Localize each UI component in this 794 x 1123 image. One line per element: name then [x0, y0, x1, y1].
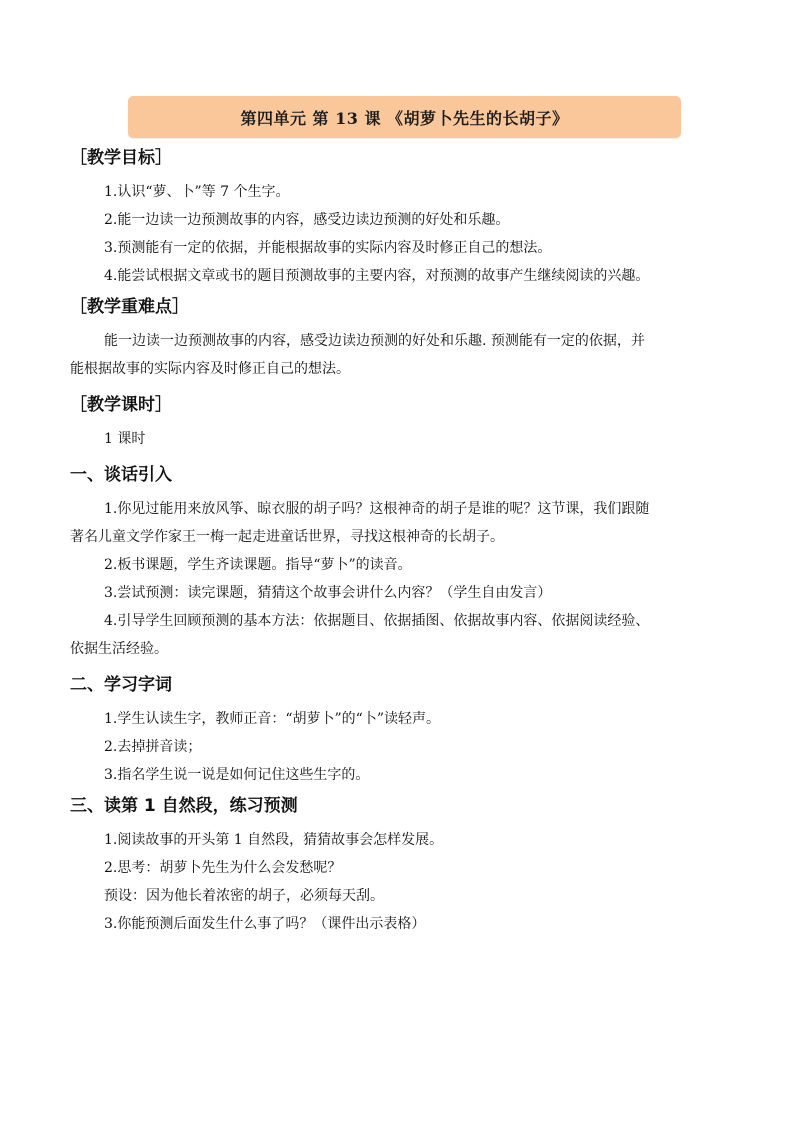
- intro-line: 2.板书课题，学生齐读课题。指导“萝卜”的读音。: [104, 557, 412, 573]
- objective-item: 1.认识“萝、卜”等 7 个生字。: [104, 184, 290, 200]
- predict-item: 2.思考：胡萝卜先生为什么会发愁呢？: [104, 860, 342, 876]
- intro-line: 3.尝试预测：读完课题，猜猜这个故事会讲什么内容？（学生自由发言）: [104, 585, 552, 601]
- lesson-title-bar: [128, 96, 681, 138]
- vocab-item: 3.指名学生说一说是如何记住这些生字的。: [104, 767, 370, 783]
- intro-line: 4.引导学生回顾预测的基本方法：依据题目、依据插图、依据故事内容、依据阅读经验、: [104, 613, 650, 629]
- predict-item: 预设：因为他长着浓密的胡子，必须每天刮。: [104, 888, 384, 904]
- periods-heading: ［教学课时］: [70, 395, 172, 415]
- key-points-line: 能一边读一边预测故事的内容，感受边读边预测的好处和乐趣. 预测能有一定的依据，并: [104, 333, 645, 349]
- key-points-heading: ［教学重难点］: [70, 297, 189, 317]
- predict-item: 3.你能预测后面发生什么事了吗？（课件出示表格）: [104, 916, 426, 932]
- objective-item: 4.能尝试根据文章或书的题目预测故事的主要内容，对预测的故事产生继续阅读的兴趣。: [104, 268, 650, 284]
- section-heading-vocab: 二、学习字词: [70, 675, 172, 695]
- periods-text: 1 课时: [104, 431, 146, 447]
- predict-item: 1.阅读故事的开头第 1 自然段，猜猜故事会怎样发展。: [104, 832, 444, 848]
- objective-item: 2.能一边读一边预测故事的内容，感受边读边预测的好处和乐趣。: [104, 212, 510, 228]
- section-heading-predict: 三、读第 1 自然段，练习预测: [70, 796, 298, 816]
- intro-line: 1.你见过能用来放风筝、晾衣服的胡子吗？这根神奇的胡子是谁的呢？这节课，我们跟随: [104, 501, 650, 517]
- vocab-item: 1.学生认读生字，教师正音：“胡萝卜”的“卜”读轻声。: [104, 711, 440, 727]
- lesson-title: 第四单元 第 13 课 《胡萝卜先生的长胡子》: [240, 108, 569, 128]
- document-body: [70, 144, 730, 938]
- objectives-heading: ［教学目标］: [70, 148, 172, 168]
- section-heading-intro: 一、谈话引入: [70, 465, 172, 485]
- objective-item: 3.预测能有一定的依据，并能根据故事的实际内容及时修正自己的想法。: [104, 240, 552, 256]
- key-points-line: 能根据故事的实际内容及时修正自己的想法。: [70, 361, 350, 377]
- vocab-item: 2.去掉拼音读；: [104, 739, 202, 755]
- intro-line: 依据生活经验。: [70, 641, 168, 657]
- intro-line: 著名儿童文学作家王一梅一起走进童话世界，寻找这根神奇的长胡子。: [70, 529, 504, 545]
